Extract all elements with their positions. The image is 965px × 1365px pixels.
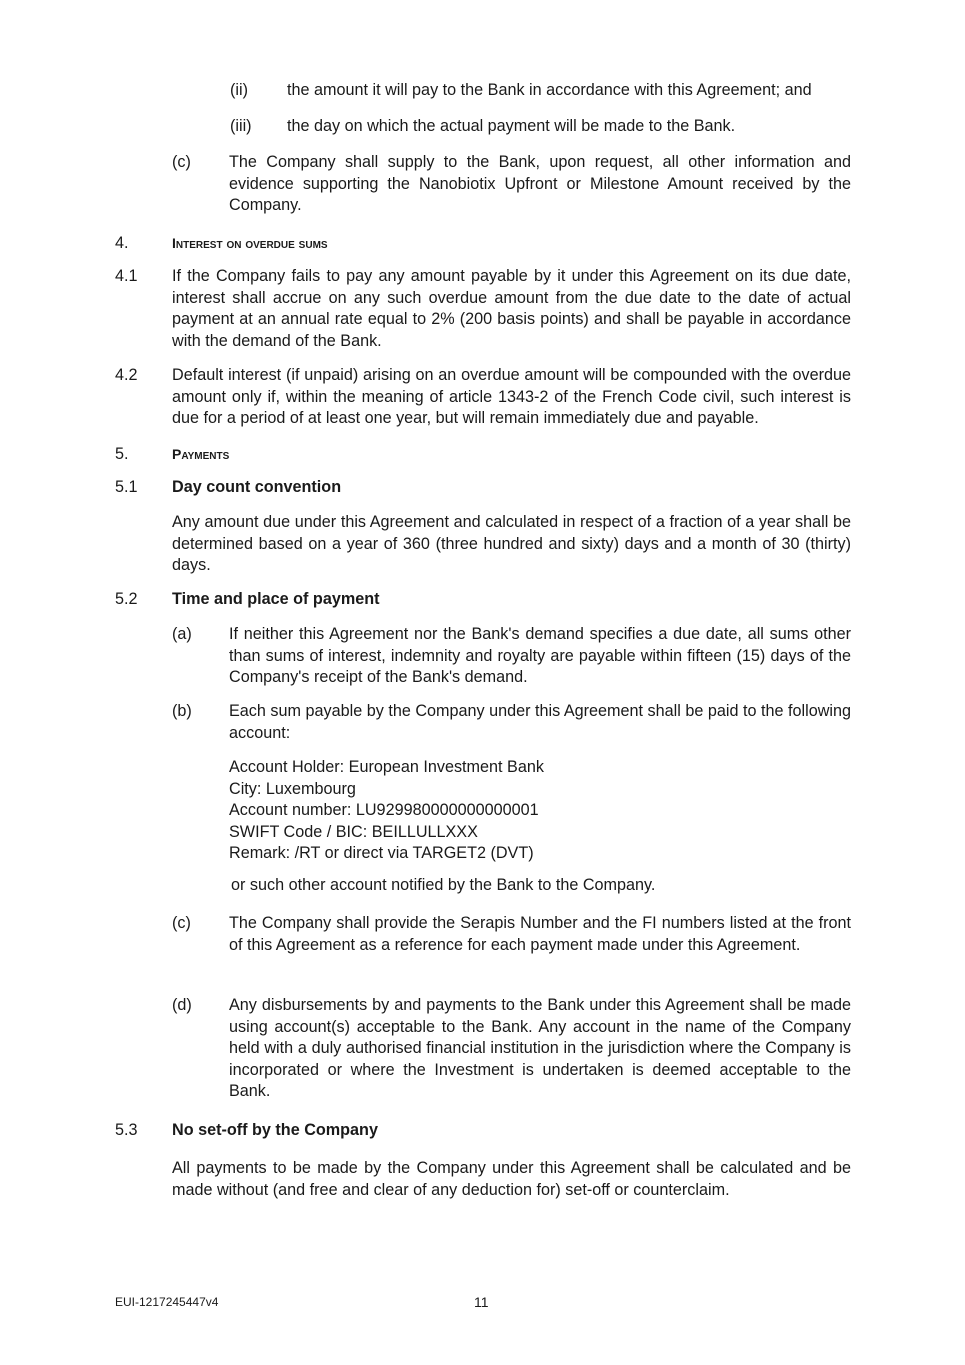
clause-5-3-title: No set-off by the Company bbox=[172, 1121, 378, 1139]
clause-5-2-title: Time and place of payment bbox=[172, 590, 380, 608]
item-5-2-a-number: (a) bbox=[172, 625, 192, 643]
clause-4-2-number: 4.2 bbox=[115, 366, 138, 384]
clause-5-3-number: 5.3 bbox=[115, 1121, 138, 1139]
clause-5-1-number: 5.1 bbox=[115, 478, 138, 496]
clause-4-1-number: 4.1 bbox=[115, 267, 138, 285]
item-c-text: The Company shall supply to the Bank, upon request, all other information and evidence supporting the Nanobiotix Upfront or Milestone Amount received by the Company. bbox=[229, 153, 851, 215]
item-5-2-c-text: The Company shall provide the Serapis Number and the FI numbers listed at the front of this Agreement as a reference for each payment made under this Agreement. bbox=[229, 914, 851, 954]
account-number: Account number: LU929980000000000001 bbox=[229, 801, 539, 820]
clause-5-3-text: All payments to be made by the Company under this Agreement shall be calculated and be made without (and free and clear of any deduction for) set-off or counterclaim. bbox=[172, 1159, 851, 1199]
other-account-text: or such other account notified by the Bank to the Company. bbox=[231, 876, 656, 894]
clause-5-1-text: Any amount due under this Agreement and calculated in respect of a fraction of a year shall be determined based on a year of 360 (three hundred and sixty) days and a month of 30 (thirty) days. bbox=[172, 513, 851, 575]
section-4-heading: Interest on overdue sums bbox=[172, 235, 328, 251]
section-5-heading: Payments bbox=[172, 446, 230, 462]
item-c-number: (c) bbox=[172, 153, 191, 171]
item-5-2-c-number: (c) bbox=[172, 914, 191, 932]
item-5-2-b-number: (b) bbox=[172, 702, 192, 720]
item-5-2-b-text: Each sum payable by the Company under this Agreement shall be paid to the following account: bbox=[229, 702, 851, 742]
item-iii-number: (iii) bbox=[230, 117, 252, 135]
clause-5-1-title: Day count convention bbox=[172, 478, 342, 496]
item-5-2-d-number: (d) bbox=[172, 996, 192, 1014]
swift-code: SWIFT Code / BIC: BEILLULLXXX bbox=[229, 822, 478, 841]
clause-4-2-text: Default interest (if unpaid) arising on an overdue amount will be compounded with the overdue amount only if, within the meaning of article 1343-2 of the French Code civil, such interest is due for a period of at least one year, but will remain immediately due and payable. bbox=[172, 366, 851, 428]
account-remark: Remark: /RT or direct via TARGET2 (DVT) bbox=[229, 844, 534, 863]
account-holder: Account Holder: European Investment Bank bbox=[229, 758, 544, 776]
item-ii-text: the amount it will pay to the Bank in accordance with this Agreement; and bbox=[287, 81, 812, 99]
item-5-2-d-text: Any disbursements by and payments to the Bank under this Agreement shall be made using account(s) acceptable to the Bank. Any account in the name of the Company held with a duly authorised financial institution in the jurisdiction where the Company is incorporated or where the Investment is undertaken is deemed acceptable to the Bank. bbox=[229, 996, 851, 1101]
clause-4-1-text: If the Company fails to pay any amount payable by it under this Agreement on its due date, interest shall accrue on any such overdue amount from the due date to the date of actual payment at an annual rate equal to 2% (200 basis points) and shall be payable in accordance with the demand of the Bank. bbox=[172, 267, 851, 350]
document-reference: EUI-1217245447v4 bbox=[115, 1295, 219, 1309]
page-number: 11 bbox=[474, 1294, 489, 1310]
item-iii-text: the day on which the actual payment will be made to the Bank. bbox=[287, 117, 736, 135]
section-4-number: 4. bbox=[115, 234, 129, 252]
item-ii-number: (ii) bbox=[230, 81, 248, 99]
bank-account-details bbox=[229, 757, 829, 865]
item-5-2-a-text: If neither this Agreement nor the Bank's demand specifies a due date, all sums other than sums of interest, indemnity and royalty are payable within fifteen (15) days of the Company's receipt of the Bank's demand. bbox=[229, 625, 851, 687]
account-city: City: Luxembourg bbox=[229, 779, 356, 798]
section-5-number: 5. bbox=[115, 445, 129, 463]
clause-5-2-number: 5.2 bbox=[115, 590, 138, 608]
